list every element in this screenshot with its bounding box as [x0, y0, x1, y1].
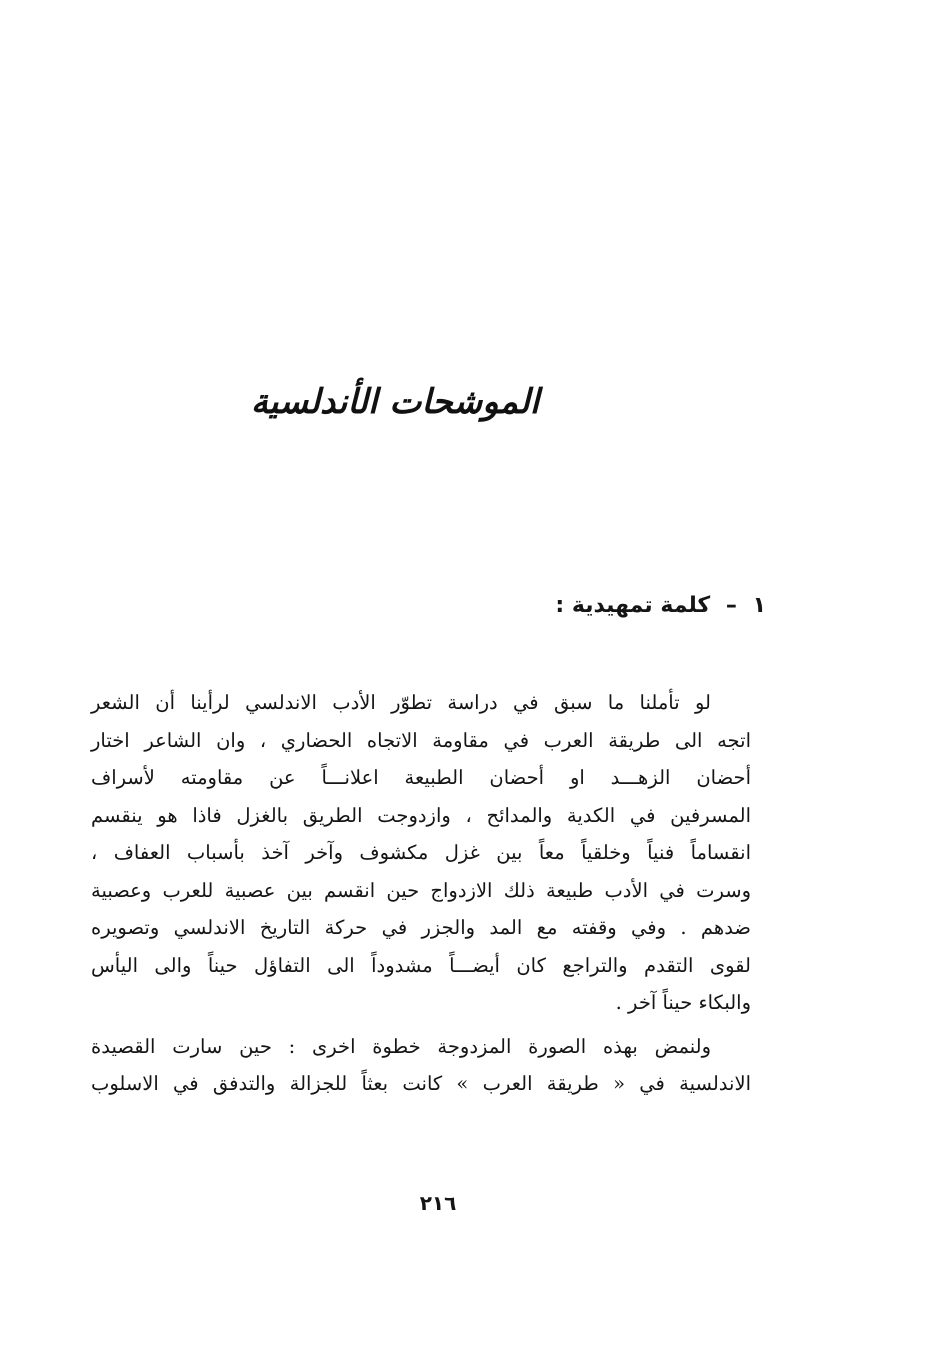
section-title: كلمة تمهيدية : [555, 593, 711, 618]
chapter-title: الموشحات الأندلسية [250, 382, 540, 422]
text-line: الاندلسية في « طريقة العرب » كانت بعثاً للجزالة والتدفق في الاسلوب [91, 1072, 751, 1095]
text-line: اتجه الى طريقة العرب في مقاومة الاتجاه الحضاري ، وان الشاعر اختار [91, 728, 751, 752]
page-number: ٢١٦ [419, 1191, 457, 1215]
section-number: ١ [752, 593, 766, 618]
text-line: والبكاء حيناً آخر . [615, 991, 751, 1014]
paragraph-2 [91, 1028, 751, 1103]
section-heading [555, 588, 766, 624]
text-line: وسرت في الأدب طبيعة ذلك الازدواج حين انقسم بين عصبية للعرب وعصبية [91, 878, 751, 902]
body-text [91, 684, 751, 1103]
text-line: ولنمض بهذه الصورة المزدوجة خطوة اخرى : حين سارت القصيدة [91, 1034, 711, 1058]
text-line: لقوى التقدم والتراجع كان أيضـــاً مشدوداً الى التفاؤل حيناً والى اليأس [91, 953, 751, 977]
paragraph-1 [91, 684, 751, 1022]
text-line: لو تأملنا ما سبق في دراسة تطوّر الأدب الاندلسي لرأينا أن الشعر [91, 691, 711, 714]
text-line: المسرفين في الكدية والمدائح ، وازدوجت الطريق بالغزل فاذا هو ينقسم [91, 803, 751, 827]
text-line: أحضان الزهـــد او أحضان الطبيعة اعلانـــاً عن مقاومته لأسراف [91, 766, 751, 789]
section-dash: – [725, 593, 737, 618]
text-line: ضدهم . وفي وقفته مع المد والجزر في حركة التاريخ الاندلسي وتصويره [91, 916, 751, 939]
text-line: انقساماً فنياً وخلقياً معاً بين غزل مكشوف وآخر آخذ بأسباب العفاف ، [91, 841, 751, 864]
